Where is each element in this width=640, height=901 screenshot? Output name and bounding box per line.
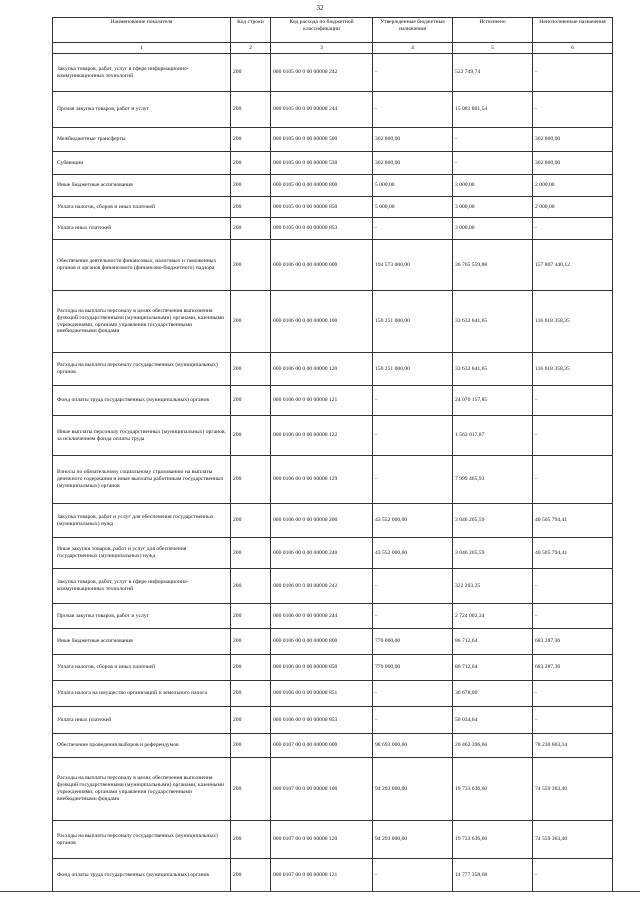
line-code-cell: 200 [231,504,271,538]
classification-code-cell: 000 0106 00 0 00 00000 200 [271,504,373,538]
indicator-name-cell: Субвенции [53,152,231,175]
unexecuted-cell: 78 230 603,34 [533,734,613,758]
table-row [53,504,613,538]
approved-cell: 150 251 000,00 [373,353,453,386]
approved-cell: - [373,707,453,734]
budget-expenditure-table [52,17,613,892]
table-row [53,859,613,892]
indicator-name-cell: Обеспечение деятельности финансовых, налоговых и таможенных органов и органов финансового (финансово-бюджетного) надзора [53,240,231,291]
executed-cell: 3 046 205,59 [453,504,533,538]
approved-cell: 770 000,00 [373,655,453,681]
line-code-cell: 200 [231,240,271,291]
indicator-name-cell: Уплата налогов, сборов и иных платежей [53,655,231,681]
line-code-cell: 200 [231,859,271,892]
executed-cell: 14 777 358,68 [453,859,533,892]
indicator-name-cell: Фонд оплаты труда государственных (муниципальных) органов [53,859,231,892]
unexecuted-cell: - [533,456,613,504]
executed-cell: 3 000,00 [453,197,533,218]
column-number-row [53,43,613,54]
approved-cell: - [373,681,453,707]
executed-cell: 86 712,64 [453,655,533,681]
classification-code-cell: 000 0106 00 0 00 00000 122 [271,416,373,456]
table-row [53,240,613,291]
executed-cell: 19 733 636,60 [453,758,533,821]
table-row [53,54,613,92]
header-approved: Утвержденные бюджетные назначения [373,18,453,43]
unexecuted-cell: 157 807 440,12 [533,240,613,291]
executed-cell: 36 765 559,88 [453,240,533,291]
indicator-name-cell: Межбюджетные трансферты [53,128,231,152]
executed-cell: 2 724 002,34 [453,604,533,629]
indicator-name-cell: Уплата налога на имущество организаций и земельного налога [53,681,231,707]
unexecuted-cell: 116 618 358,35 [533,353,613,386]
column-number: 3 [271,43,373,54]
line-code-cell: 200 [231,197,271,218]
line-code-cell: 200 [231,128,271,152]
classification-code-cell: 000 0106 00 0 00 00000 240 [271,538,373,569]
line-code-cell: 200 [231,386,271,416]
table-row [53,92,613,128]
line-code-cell: 200 [231,353,271,386]
indicator-name-cell: Уплата иных платежей [53,218,231,240]
unexecuted-cell: 74 559 363,40 [533,821,613,859]
line-code-cell: 200 [231,681,271,707]
line-code-cell: 200 [231,175,271,197]
classification-code-cell: 000 0107 00 0 00 00000 100 [271,758,373,821]
table-row [53,538,613,569]
executed-cell: 19 733 636,60 [453,821,533,859]
indicator-name-cell: Прочая закупка товаров, работ и услуг [53,92,231,128]
indicator-name-cell: Уплата иных платежей [53,707,231,734]
unexecuted-cell: - [533,386,613,416]
unexecuted-cell: 302 800,00 [533,152,613,175]
classification-code-cell: 000 0106 00 0 00 00000 000 [271,240,373,291]
unexecuted-cell: - [533,604,613,629]
approved-cell: 770 000,00 [373,629,453,655]
classification-code-cell: 000 0105 00 0 00 00000 853 [271,218,373,240]
indicator-name-cell: Обеспечение проведения выборов и референдумов [53,734,231,758]
unexecuted-cell: 683 287,36 [533,629,613,655]
indicator-name-cell: Уплата налогов, сборов и иных платежей [53,197,231,218]
executed-cell: 322 203,25 [453,569,533,604]
executed-cell: 522 749,74 [453,54,533,92]
indicator-name-cell: Взносы по обязательному социальному страхованию на выплаты денежного содержания и иные выплаты работникам государственных (муниципальных) органов [53,456,231,504]
unexecuted-cell: - [533,681,613,707]
approved-cell: - [373,604,453,629]
unexecuted-cell: - [533,54,613,92]
unexecuted-cell: 40 505 794,41 [533,538,613,569]
approved-cell: - [373,386,453,416]
executed-cell: 3 000,00 [453,218,533,240]
approved-cell: - [373,416,453,456]
page-number: 32 [316,4,324,12]
header-line-code: Код строки [231,18,271,43]
header-executed: Исполнено [453,18,533,43]
table-row [53,416,613,456]
table-row [53,604,613,629]
approved-cell: 150 251 000,00 [373,291,453,353]
indicator-name-cell: Расходы на выплаты персоналу государственных (муниципальных) органов [53,821,231,859]
classification-code-cell: 000 0107 00 0 00 00000 121 [271,859,373,892]
executed-cell: - [453,128,533,152]
header-indicator-name: Наименование показателя [53,18,231,43]
approved-cell: 5 000,00 [373,175,453,197]
approved-cell: 194 573 000,00 [373,240,453,291]
classification-code-cell: 000 0107 00 0 00 00000 000 [271,734,373,758]
approved-cell: 98 693 000,00 [373,734,453,758]
indicator-name-cell: Иные бюджетные ассигнования [53,175,231,197]
classification-code-cell: 000 0106 00 0 00 00000 121 [271,386,373,416]
classification-code-cell: 000 0106 00 0 00 00000 853 [271,707,373,734]
unexecuted-cell: 683 287,36 [533,655,613,681]
approved-cell: - [373,92,453,128]
approved-cell: - [373,859,453,892]
table-row [53,734,613,758]
classification-code-cell: 000 0106 00 0 00 00000 244 [271,604,373,629]
table-row [53,197,613,218]
table-row [53,681,613,707]
line-code-cell: 200 [231,218,271,240]
table-row [53,386,613,416]
classification-code-cell: 000 0106 00 0 00 00000 120 [271,353,373,386]
indicator-name-cell: Фонд оплаты труда государственных (муниципальных) органов [53,386,231,416]
executed-cell: 7 999 465,93 [453,456,533,504]
executed-cell: 20 462 396,66 [453,734,533,758]
executed-cell: - [453,152,533,175]
header-classification-code: Код расхода по бюджетной классификации [271,18,373,43]
classification-code-cell: 000 0105 00 0 00 00000 244 [271,92,373,128]
line-code-cell: 200 [231,92,271,128]
classification-code-cell: 000 0105 00 0 00 00000 530 [271,152,373,175]
unexecuted-cell: - [533,92,613,128]
line-code-cell: 200 [231,821,271,859]
executed-cell: 50 034,64 [453,707,533,734]
column-number: 1 [53,43,231,54]
indicator-name-cell: Иные закупки товаров, работ и услуг для обеспечения государственных (муниципальных) нужд [53,538,231,569]
table-row [53,175,613,197]
classification-code-cell: 000 0106 00 0 00 00000 242 [271,569,373,604]
approved-cell: - [373,569,453,604]
approved-cell: 5 000,00 [373,197,453,218]
approved-cell: 302 800,00 [373,152,453,175]
table-row [53,291,613,353]
executed-cell: 36 678,00 [453,681,533,707]
executed-cell: 33 632 641,65 [453,353,533,386]
column-number: 5 [453,43,533,54]
line-code-cell: 200 [231,152,271,175]
unexecuted-cell: 2 000,00 [533,175,613,197]
unexecuted-cell: 302 800,00 [533,128,613,152]
indicator-name-cell: Расходы на выплаты персоналу в целях обеспечения выполнения функций государственными (муниципальными) органами, казенными учреждениями, органами управления государственными внебюджетными фондами [53,758,231,821]
executed-cell: 86 712,64 [453,629,533,655]
table-header-row [53,18,613,43]
table-row [53,821,613,859]
classification-code-cell: 000 0105 00 0 00 00000 800 [271,175,373,197]
indicator-name-cell: Прочая закупка товаров, работ и услуг [53,604,231,629]
unexecuted-cell: 40 505 794,41 [533,504,613,538]
approved-cell: 43 552 000,00 [373,504,453,538]
line-code-cell: 200 [231,569,271,604]
table-row [53,655,613,681]
executed-cell: 3 000,00 [453,175,533,197]
classification-code-cell: 000 0106 00 0 00 00000 850 [271,655,373,681]
line-code-cell: 200 [231,538,271,569]
indicator-name-cell: Закупка товаров, работ, услуг в сфере информационно-коммуникационных технологий [53,54,231,92]
column-number: 6 [533,43,613,54]
approved-cell: 94 293 000,00 [373,758,453,821]
unexecuted-cell: - [533,569,613,604]
classification-code-cell: 000 0106 00 0 00 00000 851 [271,681,373,707]
line-code-cell: 200 [231,734,271,758]
classification-code-cell: 000 0105 00 0 00 00000 500 [271,128,373,152]
approved-cell: - [373,54,453,92]
unexecuted-cell: 116 618 358,35 [533,291,613,353]
approved-cell: - [373,456,453,504]
table-row [53,128,613,152]
unexecuted-cell: - [533,859,613,892]
indicator-name-cell: Иные бюджетные ассигнования [53,629,231,655]
table-row [53,152,613,175]
unexecuted-cell: - [533,416,613,456]
classification-code-cell: 000 0106 00 0 00 00000 129 [271,456,373,504]
unexecuted-cell: 2 000,00 [533,197,613,218]
line-code-cell: 200 [231,416,271,456]
line-code-cell: 200 [231,629,271,655]
executed-cell: 15 083 801,54 [453,92,533,128]
unexecuted-cell: 74 559 363,40 [533,758,613,821]
header-unexecuted: Неисполненные назначения [533,18,613,43]
executed-cell: 33 632 641,65 [453,291,533,353]
table-row [53,569,613,604]
unexecuted-cell: - [533,218,613,240]
indicator-name-cell: Закупка товаров, работ и услуг для обеспечения государственных (муниципальных) нужд [53,504,231,538]
line-code-cell: 200 [231,655,271,681]
line-code-cell: 200 [231,54,271,92]
indicator-name-cell: Расходы на выплаты персоналу в целях обеспечения выполнения функций государственными (муниципальными) органами, казенными учреждениями, органами управления государственными внебюджетными фондами [53,291,231,353]
unexecuted-cell: - [533,707,613,734]
approved-cell: 302 800,00 [373,128,453,152]
classification-code-cell: 000 0107 00 0 00 00000 120 [271,821,373,859]
column-number: 4 [373,43,453,54]
table-row [53,456,613,504]
executed-cell: 3 046 205,59 [453,538,533,569]
column-number: 2 [231,43,271,54]
line-code-cell: 200 [231,758,271,821]
table-row [53,218,613,240]
indicator-name-cell: Иные выплаты персоналу государственных (муниципальных) органов, за исключением фонда оплаты труда [53,416,231,456]
bottom-rule [0,891,640,892]
approved-cell: 43 552 000,00 [373,538,453,569]
classification-code-cell: 000 0106 00 0 00 00000 800 [271,629,373,655]
line-code-cell: 200 [231,456,271,504]
classification-code-cell: 000 0106 00 0 00 00000 100 [271,291,373,353]
line-code-cell: 200 [231,291,271,353]
approved-cell: 94 293 000,00 [373,821,453,859]
table-row [53,629,613,655]
approved-cell: - [373,218,453,240]
table-row [53,353,613,386]
indicator-name-cell: Расходы на выплаты персоналу государственных (муниципальных) органов [53,353,231,386]
line-code-cell: 200 [231,707,271,734]
indicator-name-cell: Закупка товаров, работ, услуг в сфере информационно-коммуникационных технологий [53,569,231,604]
classification-code-cell: 000 0105 00 0 00 00000 850 [271,197,373,218]
table-row [53,707,613,734]
executed-cell: 24 070 157,85 [453,386,533,416]
executed-cell: 1 563 017,87 [453,416,533,456]
classification-code-cell: 000 0105 00 0 00 00000 242 [271,54,373,92]
line-code-cell: 200 [231,604,271,629]
table-row [53,758,613,821]
